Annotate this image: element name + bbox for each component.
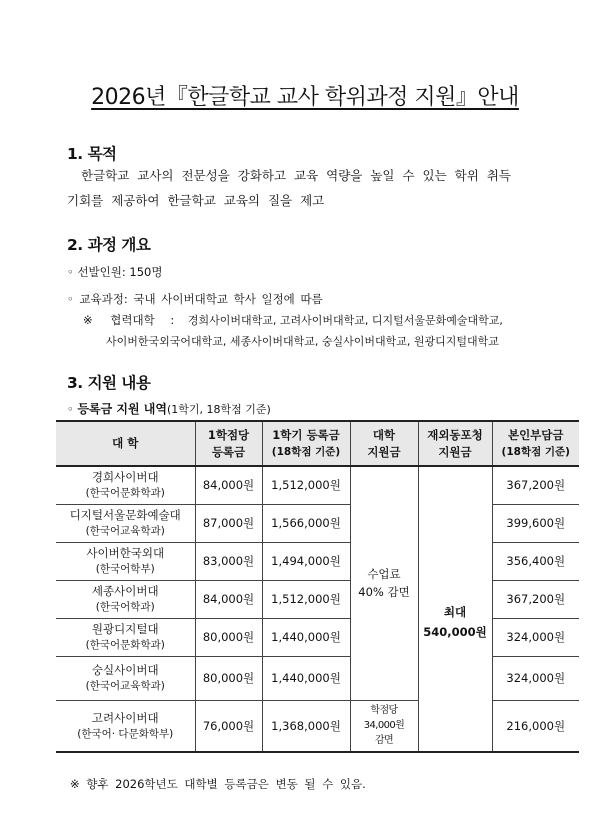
table-row bbox=[56, 700, 579, 752]
semester-cell: 1,368,000원 bbox=[262, 700, 350, 752]
purpose-text bbox=[67, 163, 580, 213]
note-colon: : bbox=[170, 313, 175, 327]
univ-cell bbox=[56, 580, 195, 618]
univ-support-last-line1: 학점당 bbox=[370, 705, 398, 717]
univ-dept: (한국어문화학과) bbox=[85, 639, 165, 651]
self-pay-cell: 356,400원 bbox=[492, 542, 579, 580]
per-credit-cell: 76,000원 bbox=[195, 700, 262, 752]
self-pay-cell: 216,000원 bbox=[492, 700, 579, 752]
table-row bbox=[56, 542, 579, 580]
self-pay-cell: 367,200원 bbox=[492, 466, 579, 504]
univ-cell bbox=[56, 700, 195, 752]
univ-support-last-line3: 감면 bbox=[374, 735, 394, 747]
semester-cell: 1,512,000원 bbox=[262, 466, 350, 504]
note-label: 협력대학 bbox=[110, 313, 155, 327]
semester-cell: 1,494,000원 bbox=[262, 542, 350, 580]
section-heading-support: 3. 지원 내용 bbox=[67, 374, 151, 392]
semester-cell: 1,512,000원 bbox=[262, 580, 350, 618]
univ-cell bbox=[56, 542, 195, 580]
header-self-line1: 본인부담금 bbox=[507, 427, 564, 442]
univ-cell bbox=[56, 466, 195, 504]
self-pay-cell: 324,000원 bbox=[492, 618, 579, 656]
univ-cell bbox=[56, 618, 195, 656]
univ-cell bbox=[56, 504, 195, 542]
table-row bbox=[56, 466, 579, 504]
header-oka-line2: 지원금 bbox=[438, 444, 472, 459]
sub-bold: 등록금 지원 내역 bbox=[77, 402, 167, 416]
header-per-credit bbox=[195, 421, 262, 466]
semester-cell: 1,440,000원 bbox=[262, 656, 350, 700]
per-credit-cell: 83,000원 bbox=[195, 542, 262, 580]
partner-list-line-2: 사이버한국외국어대학교, 세종사이버대학교, 숭실사이버대학교, 원광디지털대학교 bbox=[106, 335, 499, 348]
univ-name: 원광디지털대 bbox=[91, 622, 159, 636]
partner-note bbox=[83, 312, 583, 328]
univ-dept: (한국어교육학과) bbox=[85, 680, 165, 692]
univ-support-line2: 40% 감면 bbox=[358, 585, 410, 600]
partner-list-line-1: 경희사이버대학교, 고려사이버대학교, 디지털서울문화예술대학교, bbox=[187, 314, 503, 327]
univ-dept: (한국어· 다문화학부) bbox=[77, 727, 174, 740]
univ-cell bbox=[56, 656, 195, 700]
univ-support-cell bbox=[350, 466, 418, 700]
header-univ-support bbox=[350, 421, 418, 466]
header-self-line2: (18학점 기준) bbox=[501, 445, 570, 458]
header-semester-line2: (18학점 기준) bbox=[271, 445, 341, 458]
header-semester-line1: 1학기 등록금 bbox=[272, 427, 340, 442]
table-row bbox=[56, 504, 579, 542]
univ-dept: (한국어학부) bbox=[95, 563, 155, 575]
header-univ: 대 학 bbox=[56, 421, 195, 466]
univ-name: 경희사이버대 bbox=[91, 470, 159, 485]
oka-support-line1: 최대 bbox=[443, 605, 467, 619]
footnote: ※ 향후 2026학년도 대학별 등록금은 변동 될 수 있음. bbox=[70, 777, 366, 791]
per-credit-cell: 80,000원 bbox=[195, 656, 262, 700]
self-pay-cell: 324,000원 bbox=[492, 656, 579, 700]
header-semester bbox=[262, 421, 350, 466]
univ-dept: (한국어교육학과) bbox=[85, 525, 165, 537]
sub-bullet: ◦ bbox=[67, 402, 74, 416]
note-mark: ※ bbox=[83, 313, 93, 327]
table-header-row bbox=[56, 421, 579, 466]
univ-name: 세종사이버대 bbox=[91, 584, 159, 598]
per-credit-cell: 80,000원 bbox=[195, 618, 262, 656]
header-univ-support-line2: 지원금 bbox=[367, 444, 401, 459]
purpose-line-2: 기회를 제공하여 한글학교 교육의 질을 제고 bbox=[67, 193, 325, 208]
univ-name: 디지털서울문화예술대 bbox=[69, 508, 181, 522]
per-credit-cell: 84,000원 bbox=[195, 466, 262, 504]
header-univ-support-line1: 대학 bbox=[372, 427, 396, 442]
table-row bbox=[56, 618, 579, 656]
header-self-pay bbox=[492, 421, 579, 466]
oka-support-cell bbox=[418, 466, 492, 752]
tuition-support-subtitle bbox=[67, 400, 271, 417]
semester-cell: 1,440,000원 bbox=[262, 618, 350, 656]
univ-support-line1: 수업료 bbox=[367, 567, 401, 582]
bullet-selection: ◦ 선발인원: 150명 bbox=[67, 265, 163, 279]
bullet-curriculum: ◦ 교육과정: 국내 사이버대학교 학사 일정에 따름 bbox=[67, 292, 323, 306]
univ-support-last-cell bbox=[350, 700, 418, 752]
table-row bbox=[56, 656, 579, 700]
header-oka-line1: 재외동포청 bbox=[427, 427, 483, 442]
univ-support-last-line2: 34,000원 bbox=[363, 720, 405, 732]
header-oka-support bbox=[418, 421, 492, 466]
oka-support-line2: 540,000원 bbox=[423, 625, 487, 639]
univ-name: 숭실사이버대 bbox=[91, 663, 159, 677]
page-title: 2026년『한글학교 교사 학위과정 지원』안내 bbox=[91, 85, 519, 110]
tuition-table bbox=[56, 420, 579, 753]
header-per-credit-line2: 등록금 bbox=[211, 444, 246, 459]
header-per-credit-line1: 1학점당 bbox=[207, 427, 250, 442]
univ-dept: (한국어학과) bbox=[95, 601, 155, 613]
purpose-line-1: 한글학교 교사의 전문성을 강화하고 교육 역량을 높일 수 있는 학위 취득 bbox=[81, 168, 511, 183]
semester-cell: 1,566,000원 bbox=[262, 504, 350, 542]
per-credit-cell: 84,000원 bbox=[195, 580, 262, 618]
sub-normal: (1학기, 18학점 기준) bbox=[166, 403, 271, 416]
self-pay-cell: 399,600원 bbox=[492, 504, 579, 542]
self-pay-cell: 367,200원 bbox=[492, 580, 579, 618]
univ-name: 사이버한국외대 bbox=[86, 546, 165, 560]
table-row bbox=[56, 580, 579, 618]
section-heading-purpose: 1. 목적 bbox=[67, 145, 117, 163]
per-credit-cell: 87,000원 bbox=[195, 504, 262, 542]
univ-dept: (한국어문화학과) bbox=[85, 487, 165, 500]
section-heading-overview: 2. 과정 개요 bbox=[67, 236, 151, 254]
univ-name: 고려사이버대 bbox=[91, 710, 159, 725]
